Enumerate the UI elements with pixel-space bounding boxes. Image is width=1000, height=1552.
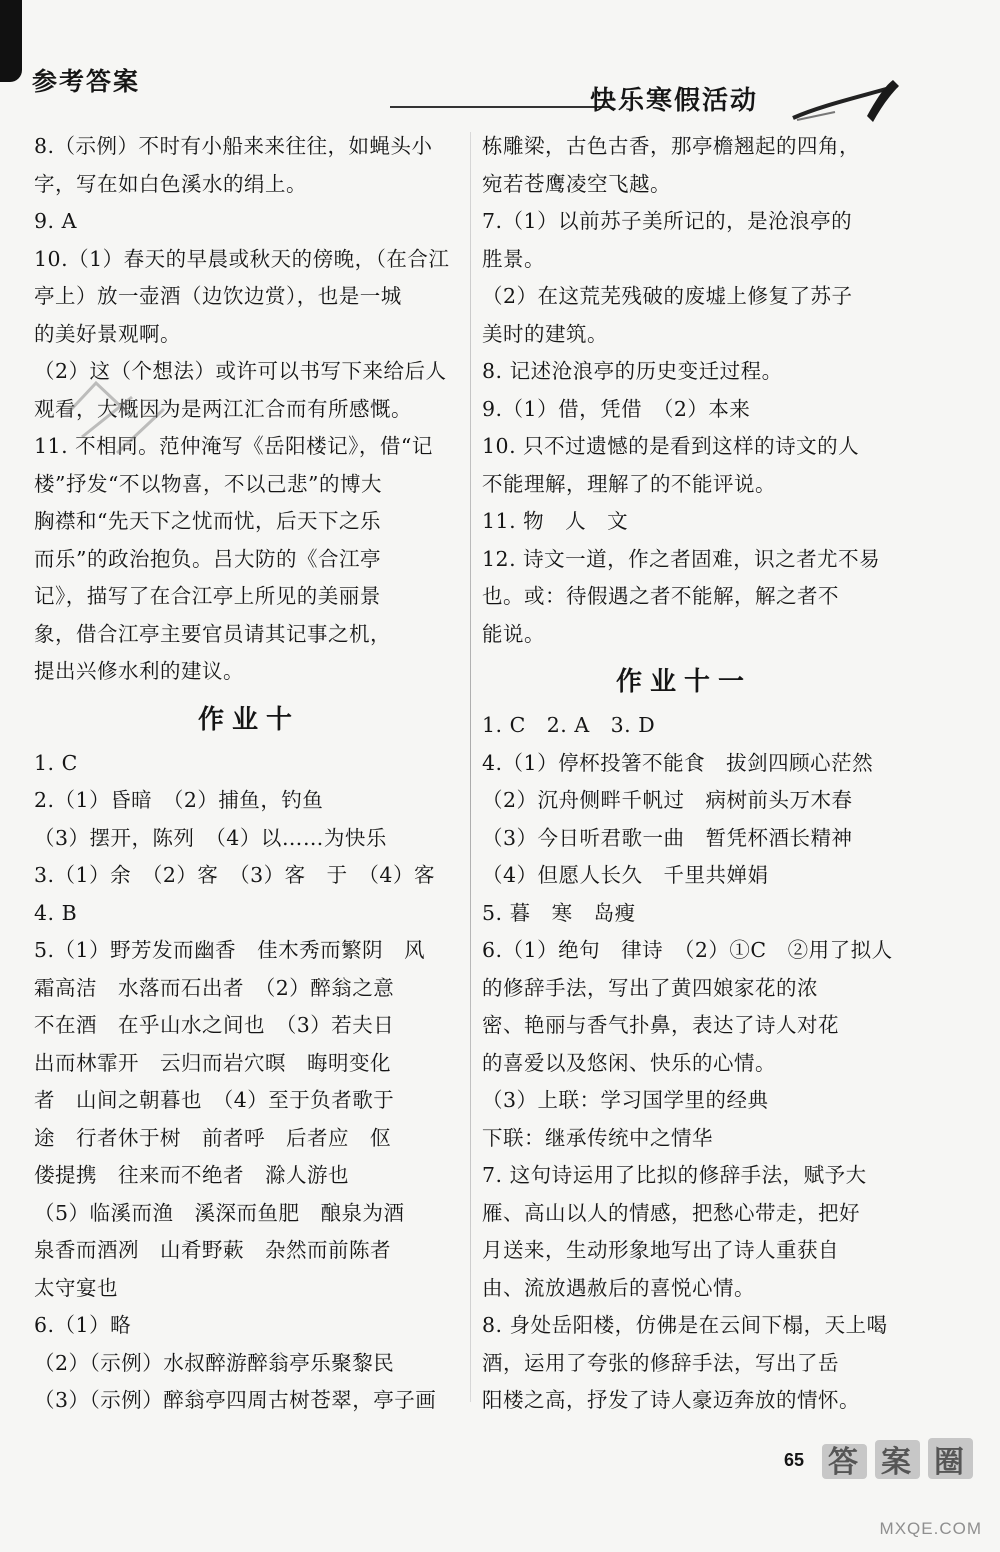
answer-line: （2）在这荒芜残破的废墟上修复了苏子 — [482, 284, 853, 308]
answer-line: （2）（示例）水叔醉游醉翁亭乐聚黎民 — [34, 1350, 395, 1375]
answer-line: 的修辞手法，写出了黄四娘家花的浓 — [482, 975, 818, 1000]
page-number: 65 — [784, 1450, 805, 1470]
answer-line: 3.（1）余 （2）客 （3）客 于 （4）客 — [34, 863, 435, 887]
section-title: 作业十 — [197, 704, 300, 735]
answer-line: （3）上联：学习国学里的经典 — [482, 1088, 769, 1112]
answer-line: 5.（1）野芳发而幽香 佳木秀而繁阴 风 — [34, 938, 426, 962]
answer-line: 不在酒 在乎山水之间也 （3）若夫日 — [34, 1013, 395, 1037]
answer-line: （2）这（个想法）或许可以书写下来给后人 — [34, 359, 447, 383]
header-rule — [390, 106, 610, 108]
svg-text:答: 答 — [828, 1446, 858, 1479]
answer-line: 胸襟和“先天下之忧而忧，后天下之乐 — [34, 509, 381, 533]
answer-line: 观看，大概因为是两江汇合而有所感慨。 — [34, 396, 412, 421]
column-divider — [470, 132, 471, 1402]
header-reference-answer: 参考答案 — [32, 67, 141, 96]
faint-stamp-mark — [62, 375, 168, 455]
watermark-logo — [820, 1432, 978, 1502]
answer-line: 偻提携 往来而不绝者 滁人游也 — [34, 1163, 349, 1187]
answer-line: 月送来，生动形象地写出了诗人重获自 — [482, 1238, 839, 1262]
answer-line: 亭上）放一壶酒（边饮边赏），也是一城 — [34, 284, 402, 308]
answer-line: 太守宴也 — [34, 1275, 118, 1300]
answer-line: 9.（1）借，凭借 （2）本来 — [482, 396, 751, 421]
watermark-url: MXQE.COM — [879, 1519, 982, 1538]
answer-line: 1. C — [34, 750, 78, 775]
answer-line: 楼”抒发“不以物喜，不以己悲”的博大 — [34, 471, 382, 496]
svg-text:圈: 圈 — [934, 1446, 964, 1479]
scan-edge-shadow — [0, 0, 22, 82]
answer-line: 也。或：待假遇之者不能解，解之者不 — [482, 584, 839, 608]
answer-line: （3）今日听君歌一曲 暂凭杯酒长精神 — [482, 825, 853, 850]
answer-line: 4. B — [34, 900, 78, 925]
answer-line: 字，写在如白色溪水的绢上。 — [34, 171, 307, 196]
svg-text:案: 案 — [881, 1446, 911, 1479]
answer-line: 8. 记述沧浪亭的历史变迁过程。 — [482, 359, 783, 383]
answer-line: 4.（1）停杯投箸不能食 拔剑四顾心茫然 — [482, 750, 874, 775]
answer-line: 记》，描写了在合江亭上所见的美丽景 — [34, 584, 381, 608]
answer-line: 10.（1）春天的早晨或秋天的傍晚，（在合江 — [34, 246, 450, 271]
answer-line: 下联：继承传统中之情华 — [482, 1125, 713, 1150]
answer-line: （5）临溪而渔 溪深而鱼肥 酿泉为酒 — [34, 1200, 405, 1225]
answer-line: 提出兴修水利的建议。 — [34, 659, 244, 683]
answer-line: 胜景。 — [482, 246, 545, 271]
answer-line: 7.（1）以前苏子美所记的，是沧浪亭的 — [482, 209, 853, 233]
answer-line: 10. 只不过遗憾的是看到这样的诗文的人 — [482, 434, 860, 458]
answer-line: 12. 诗文一道，作之者固难，识之者尤不易 — [482, 546, 881, 571]
header-book-title: 快乐寒假活动 — [590, 86, 759, 116]
answer-line: 2.（1）昏暗 （2）捕鱼，钓鱼 — [34, 788, 324, 812]
answer-line: （2）沉舟侧畔千帆过 病树前头万木春 — [482, 788, 853, 812]
answer-line: 美时的建筑。 — [482, 321, 608, 346]
answer-line: 霜高洁 水落而石出者 （2）醉翁之意 — [34, 975, 395, 1000]
answer-line: 7. 这句诗运用了比拟的修辞手法，赋予大 — [482, 1163, 867, 1187]
answer-line: 9. A — [34, 209, 77, 233]
watermark-logo-icon — [820, 1432, 978, 1484]
answer-line: 阳楼之高，抒发了诗人豪迈奔放的情怀。 — [482, 1388, 860, 1412]
answer-line: 栋雕梁，古色古香，那亭檐翘起的四角， — [482, 134, 860, 158]
answer-line: 5. 暮 寒 岛瘦 — [482, 900, 636, 925]
answer-line: 密、艳丽与香气扑鼻，表达了诗人对花 — [482, 1013, 839, 1037]
answer-line: （3）（示例）醉翁亭四周古树苍翠，亭子画 — [34, 1388, 437, 1412]
answer-line: 6.（1）绝句 律诗 （2）①C ②用了拟人 — [482, 938, 893, 962]
answer-line: 的喜爱以及悠闲、快乐的心情。 — [482, 1050, 776, 1075]
answer-line: 11. 物 人 文 — [482, 509, 629, 533]
answer-line: 雁、高山以人的情感，把愁心带走，把好 — [482, 1200, 860, 1225]
answer-line: 出而林霏开 云归而岩穴暝 晦明变化 — [34, 1050, 391, 1075]
answer-line: 者 山间之朝暮也 （4）至于负者歌于 — [34, 1088, 395, 1112]
answer-line: 而乐”的政治抱负。吕大防的《合江亭 — [34, 546, 381, 571]
answer-line: 1. C 2. A 3. D — [482, 713, 656, 737]
answer-line: 途 行者休于树 前者呼 后者应 伛 — [34, 1125, 391, 1150]
answer-line: 6.（1）略 — [34, 1313, 132, 1337]
answer-line: 的美好景观啊。 — [34, 321, 181, 346]
answer-line: 泉香而酒冽 山肴野蔌 杂然而前陈者 — [34, 1238, 391, 1262]
answer-line: 8.（示例）不时有小船来来往往，如蝇头小 — [34, 134, 433, 158]
section-title: 作业十一 — [615, 667, 752, 697]
answer-line: 能说。 — [482, 621, 545, 646]
answer-line: 酒，运用了夸张的修辞手法，写出了岳 — [482, 1350, 839, 1375]
left-answer-column — [34, 128, 464, 1420]
answer-line: 8. 身处岳阳楼，仿佛是在云间下榻，天上喝 — [482, 1313, 888, 1337]
answer-line: 宛若苍鹰凌空飞越。 — [482, 171, 671, 196]
pen-icon — [785, 78, 905, 126]
answer-line: 由、流放遇赦后的喜悦心情。 — [482, 1275, 755, 1300]
right-answer-column — [482, 128, 893, 1420]
answer-line: 象，借合江亭主要官员请其记事之机， — [34, 621, 391, 646]
answer-line: 11. 不相同。范仲淹写《岳阳楼记》，借“记 — [34, 434, 433, 458]
answer-line: 不能理解，理解了的不能评说。 — [482, 471, 776, 496]
answer-line: （4）但愿人长久 千里共婵娟 — [482, 863, 769, 887]
answer-line: （3）摆开，陈列 （4）以……为快乐 — [34, 825, 387, 850]
